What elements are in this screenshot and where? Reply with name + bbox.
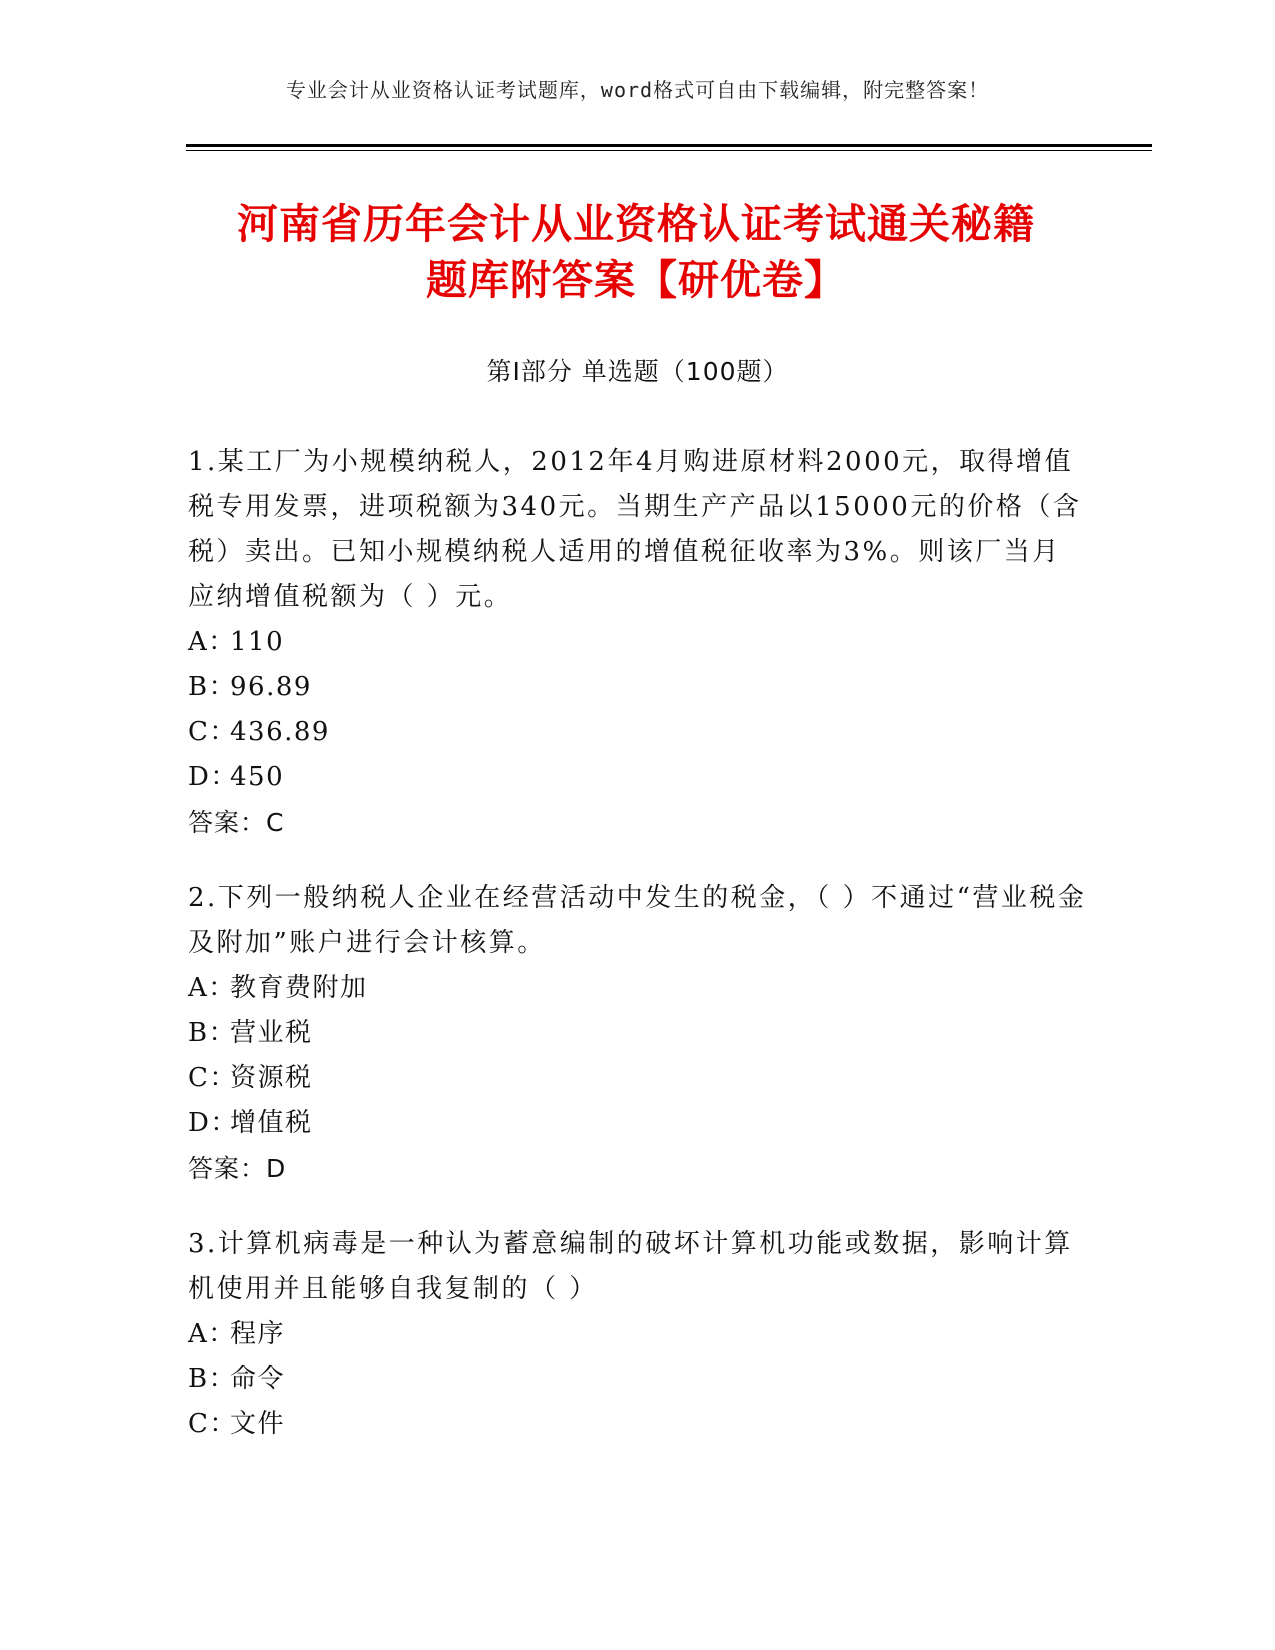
option-text: 教育费附加: [230, 973, 368, 1003]
option-key: C：: [188, 1063, 237, 1093]
option-text: 450: [230, 762, 285, 792]
question-answer: 答案：C: [188, 808, 285, 837]
option-text: 文件: [230, 1409, 286, 1439]
option-a: [188, 966, 1088, 1011]
document-title-line-1: 河南省历年会计从业资格认证考试通关秘籍: [237, 200, 1035, 248]
option-d: [188, 1101, 1088, 1146]
option-key: A：: [188, 973, 236, 1003]
option-text: 436.89: [230, 717, 330, 747]
option-key: B：: [188, 1018, 237, 1048]
option-a: [188, 1312, 1088, 1357]
question-list: [188, 440, 1088, 1477]
option-c: [188, 710, 1088, 755]
option-key: B：: [188, 672, 237, 702]
option-a: [188, 620, 1088, 665]
question-3: [188, 1222, 1088, 1447]
question-stem: 2.下列一般纳税人企业在经营活动中发生的税金，（ ）不通过“营业税金及附加”账户进行会计核算。: [188, 883, 1087, 958]
question-2: [188, 876, 1088, 1192]
option-b: [188, 1011, 1088, 1056]
option-text: 资源税: [230, 1063, 313, 1093]
option-key: C：: [188, 717, 237, 747]
option-text: 增值税: [230, 1108, 313, 1138]
option-b: [188, 665, 1088, 710]
document-title-line-2: 题库附答案【研优卷】: [426, 256, 846, 304]
question-stem: 1.某工厂为小规模纳税人，2012年4月购进原材料2000元，取得增值税专用发票，进项税额为340元。当期生产产品以15000元的价格（含税）卖出。已知小规模纳税人适用的增值税征收率为3%。则该厂当月应纳增值税额为（ ）元。: [188, 447, 1082, 612]
option-d: [188, 755, 1088, 800]
document-title: [186, 196, 1086, 308]
header-note: 专业会计从业资格认证考试题库，word格式可自由下载编辑，附完整答案！: [285, 78, 990, 102]
option-text: 96.89: [230, 672, 312, 702]
option-key: D：: [188, 762, 238, 792]
header-rule-thin: [186, 150, 1152, 151]
option-text: 程序: [230, 1319, 286, 1349]
option-text: 营业税: [230, 1018, 313, 1048]
option-key: A：: [188, 1319, 236, 1349]
option-c: [188, 1402, 1088, 1447]
option-key: B：: [188, 1364, 237, 1394]
option-key: D：: [188, 1108, 238, 1138]
option-key: C：: [188, 1409, 237, 1439]
option-b: [188, 1357, 1088, 1402]
option-text: 110: [230, 627, 285, 657]
option-key: A：: [188, 627, 236, 657]
question-answer: 答案：D: [188, 1154, 287, 1183]
question-stem: 3.计算机病毒是一种认为蓄意编制的破坏计算机功能或数据，影响计算机使用并且能够自我复制的（ ）: [188, 1229, 1073, 1304]
option-text: 命令: [230, 1364, 286, 1394]
option-c: [188, 1056, 1088, 1101]
question-1: [188, 440, 1088, 846]
section-heading: 第Ⅰ部分 单选题（100题）: [486, 357, 789, 386]
header-rule-thick: [186, 144, 1152, 147]
